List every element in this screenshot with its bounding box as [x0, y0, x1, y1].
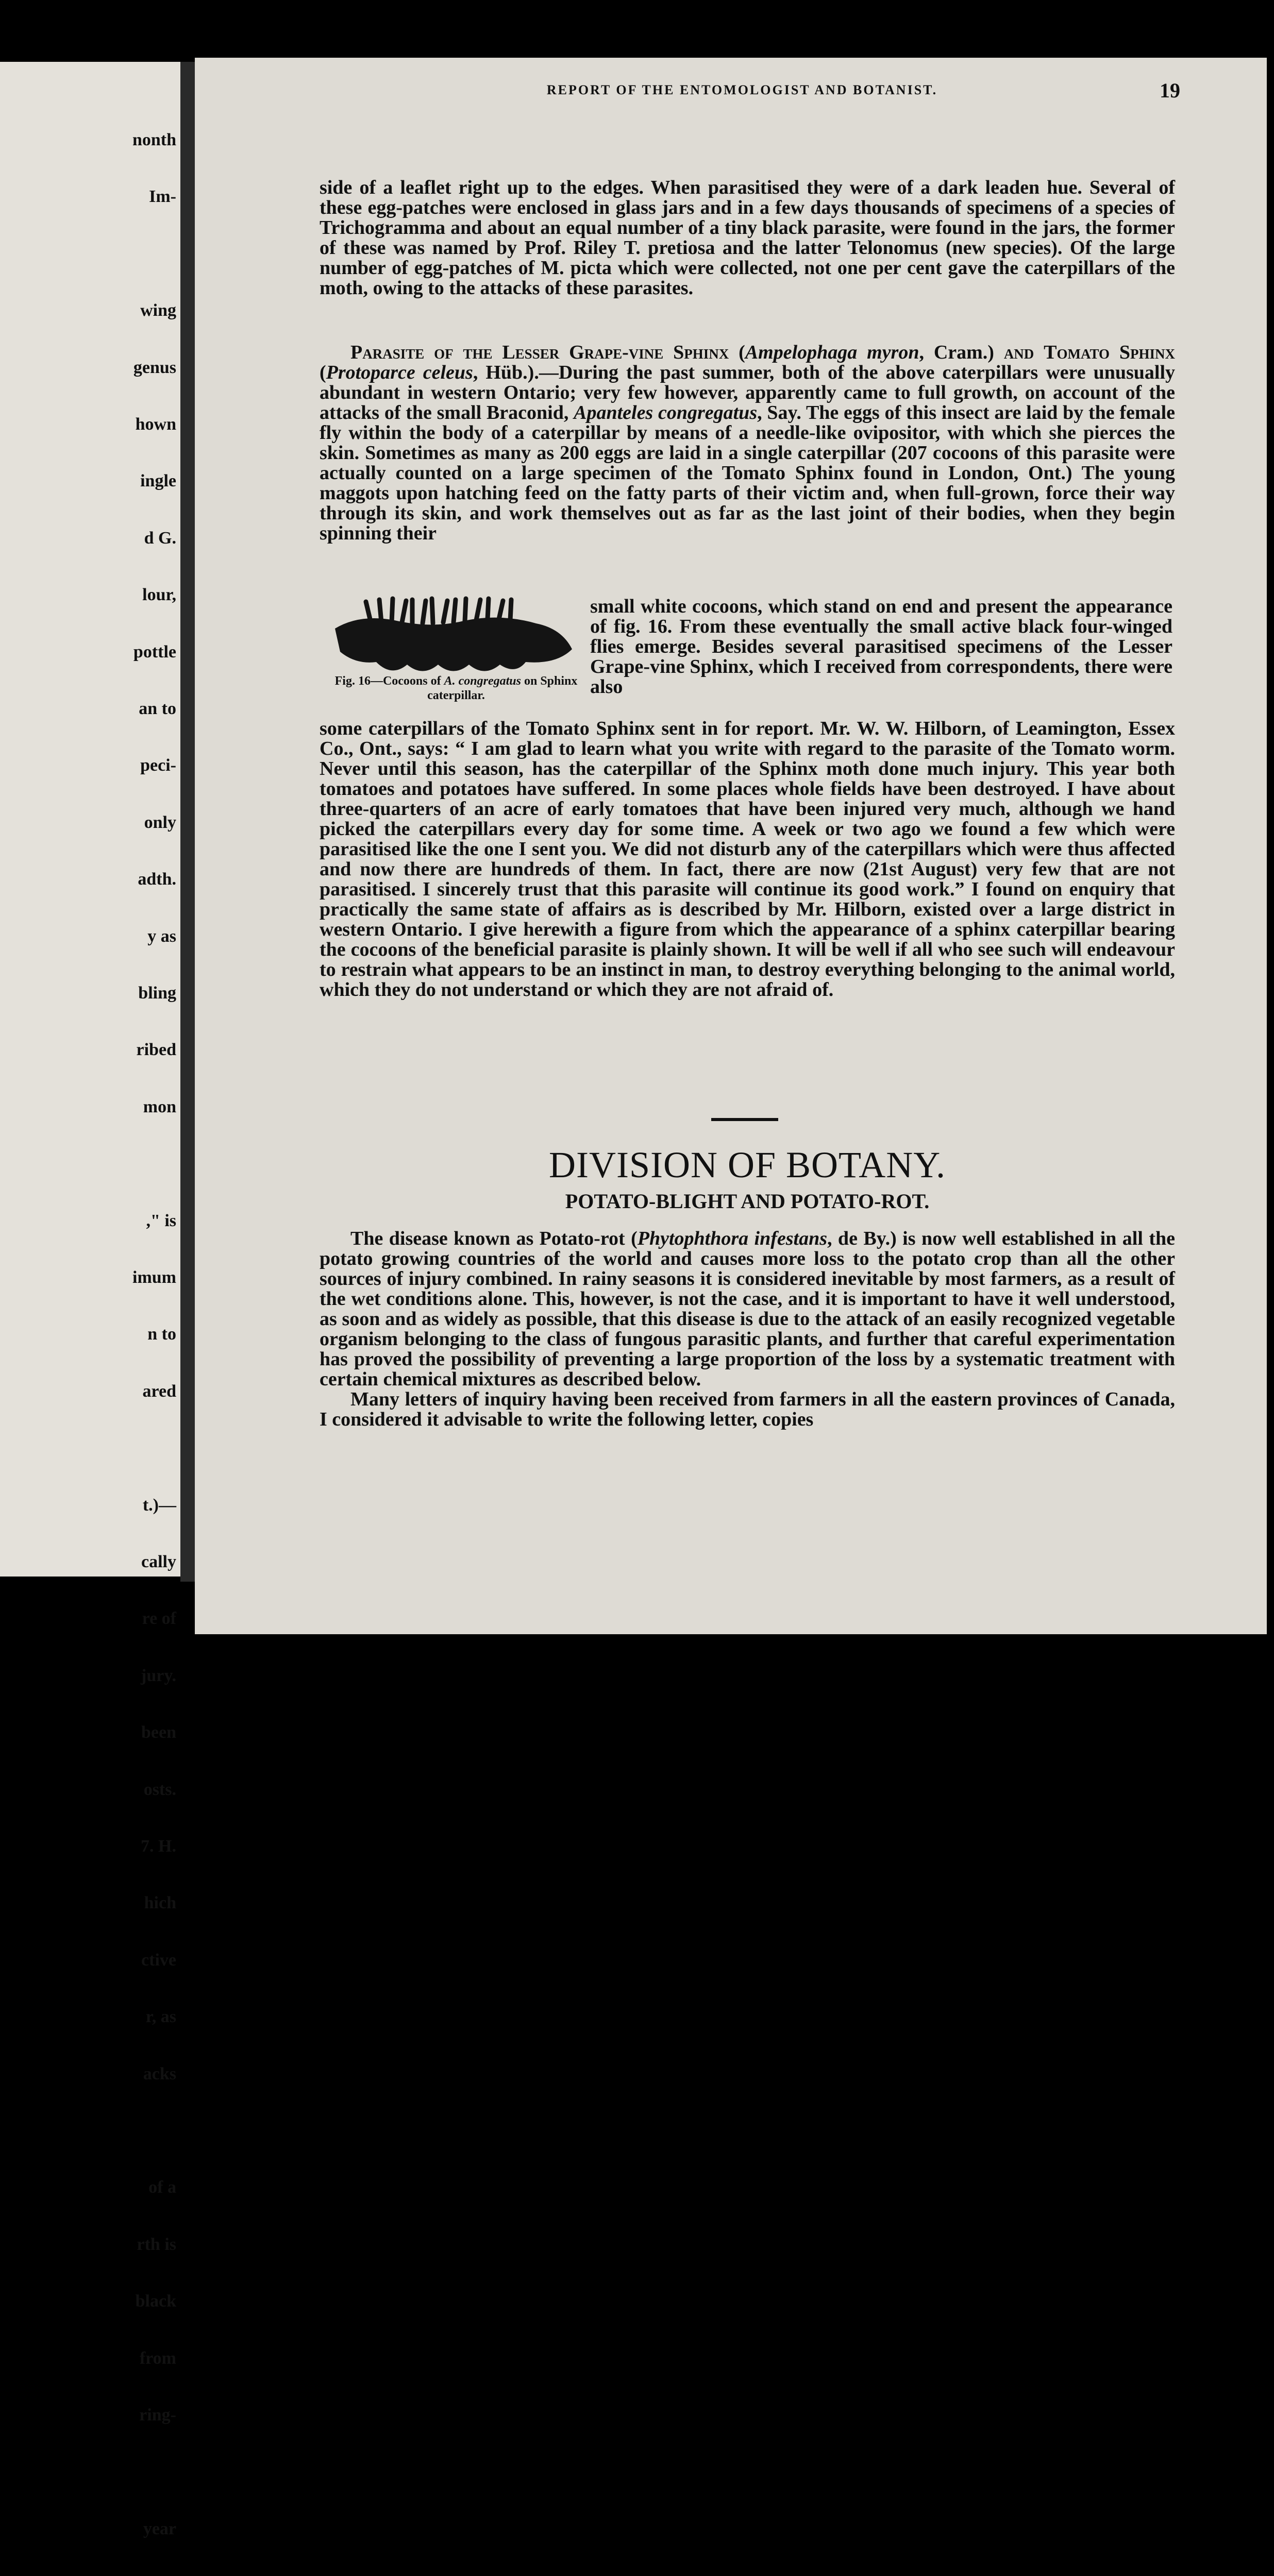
facing-page-line: imum — [132, 1268, 176, 1287]
botany-paragraph-1 — [320, 1229, 1175, 1389]
parasite-text-2: , Say. The eggs of this insect are laid by the female fly within the body of a caterpillar by means of a needle-like ovipositor, with which she pierces the skin. Sometimes as many as 200 eggs are laid in a single caterpillar (207 cocoons of this parasite were actually counted on a large specimen of the Tomato Sphinx found in London, Ont.) The young maggots upon hatching feed on the fatty parts of their victim and, when full-grown, force their way through its skin, and work themselves out as far as the last joint of their bodies, when they begin spinning their — [320, 402, 1176, 544]
author-cram: , Cram.) — [919, 342, 1004, 363]
facing-page-line: y as — [147, 926, 176, 946]
facing-page-line: ingle — [140, 471, 176, 491]
paragraph-hilborn — [320, 719, 1175, 1000]
parasite-section — [320, 343, 1175, 544]
facing-page-line: jury. — [141, 1666, 176, 1685]
section-divider — [711, 1118, 778, 1121]
scientific-name-apanteles: Apanteles congregatus — [574, 402, 758, 423]
facing-page-line: only — [144, 812, 176, 832]
facing-page-line: an to — [139, 699, 176, 718]
facing-page-line: adth. — [138, 870, 176, 889]
facing-page-line: d G. — [144, 528, 176, 548]
figure-wrap-text: small white cocoons, which stand on end and present the appearance of fig. 16. From these eventually the small active black four-winged flies emerge. Besides several parasitised specimens of the Lesser Grape-vine Sphinx, which I received from correspondents, there were also — [590, 596, 1172, 698]
facing-page-line: ared — [142, 1381, 176, 1401]
parasite-text-1: —During the past summer, both of the above caterpillars were unusually abundant in western Ontario; very few however, apparently came to full growth, on account of the attacks of the small Braconid, — [320, 362, 1176, 423]
scientific-name-protoparce: Protoparce celeus — [326, 362, 473, 383]
facing-page-line: bling — [138, 984, 176, 1003]
botany-body — [320, 1229, 1175, 1430]
facing-page-line: ring- — [139, 2405, 176, 2425]
tomato-sphinx-heading: Tomato Sphinx — [1044, 342, 1176, 363]
caption-scientific-name: A. congregatus — [444, 674, 521, 688]
facing-page-line: acks — [143, 2064, 176, 2083]
facing-page-line: 7. H. — [141, 1837, 176, 1856]
facing-page-line: lour, — [142, 585, 176, 605]
facing-page-line: rth is — [137, 2234, 176, 2254]
caption-prefix: Fig. 16—Cocoons of — [334, 674, 444, 688]
botany-paragraph-2: Many letters of inquiry having been received from farmers in all the eastern provinces of Canada, I considered it advisable to write the following letter, copies — [320, 1388, 1175, 1430]
author-hub: , Hüb.). — [473, 362, 539, 383]
figure-caption — [322, 674, 590, 703]
facing-page-line: ribed — [136, 1040, 176, 1060]
facing-page-line: mon — [143, 1097, 176, 1116]
facing-page-line: ," is — [146, 1211, 176, 1230]
scientific-name-phytophthora: Phytophthora infestans — [637, 1228, 828, 1249]
paragraph-top — [320, 178, 1175, 298]
facing-page-line: pottle — [133, 642, 176, 662]
paragraph-top-text: side of a leaflet right up to the edges. When parasitised they were of a dark leaden hue. Several of these egg-patches were enclosed in glass jars and in a few days thousands of specimens of a species of Trichogramma and about an equal number of a tiny black parasite, were found in the jars, the former of these was named by Prof. Riley T. pretiosa and the latter Telonomus (new species). Of the large number of egg-patches of M. picta which were collected, not one per cent gave the caterpillars of the moth, owing to the attacks of these parasites. — [320, 177, 1175, 299]
facing-page-line: n to — [147, 1325, 176, 1344]
scientific-name-ampelophaga: Ampelophaga myron — [745, 342, 919, 363]
facing-page-line: been — [141, 1723, 176, 1742]
facing-page-line: black — [135, 2292, 176, 2311]
facing-page-line: t.)— — [142, 1495, 176, 1515]
facing-page-line: wing — [140, 301, 176, 320]
parasite-heading: Parasite of the Lesser Grape-vine Sphinx — [350, 342, 729, 363]
parasite-paragraph: Parasite of the Lesser Grape-vine Sphinx (Ampelophaga myron, Cram.) and Tomato Sphinx (Protoparce celeus, Hüb.).—During the past summer, both of the above caterpillars were unusually abundant in western Ontario; very few however, apparently came to full growth, on account of the attacks of the small Braconid, Apanteles congregatus, Say. The eggs of this insect are laid by the female fly within the body of a caterpillar by means of a needle-like ovipositor, with which she pierces the skin. Sometimes as many as 200 eggs are laid in a single caterpillar (207 cocoons of this parasite were actually counted on a large specimen of the Tomato Sphinx found in London, Ont.) The young maggots upon hatching feed on the fatty parts of their victim and, when full-grown, force their way through its skin, and work themselves out as far as the last joint of their bodies, when they begin spinning their — [320, 342, 1176, 544]
facing-page-fragment — [0, 62, 180, 2538]
page-number: 19 — [1160, 79, 1180, 102]
facing-page-line: ctive — [141, 1950, 176, 1970]
facing-page-line: cally — [141, 1552, 176, 1571]
and-word: and — [1003, 342, 1034, 363]
facing-page-line: re of — [142, 1609, 176, 1629]
facing-page-line: hown — [135, 415, 176, 434]
facing-page-line: r, as — [145, 2007, 176, 2027]
facing-page-line: from — [139, 2348, 176, 2368]
facing-page-line: genus — [133, 358, 176, 377]
section-subtitle: POTATO-BLIGHT AND POTATO-ROT. — [565, 1190, 930, 1213]
page-gutter — [180, 62, 195, 1582]
paragraph-hilborn-text: some caterpillars of the Tomato Sphinx sent in for report. Mr. W. W. Hilborn, of Leamington, Essex Co., Ont., says: “ I am glad to learn what you write with regard to the parasite of the Tomato worm. Never until this season, has the caterpillar of the Sphinx moth done much injury. This year both tomatoes and potatoes have suffered. In some places whole fields have been destroyed. I have about three-quarters of an acre of early tomatoes that have been injured very much, although we hand picked the caterpillars every day for some time. A week or two ago we found a few which were parasitised like the one I sent you. We did not disturb any of the caterpillars which were thus affected and now there are hundreds of them. In fact, there are now (21st August) very few that are not parasitised. I sincerely trust that this parasite will continue its good work.” I found on enquiry that practically the same state of affairs as is described by Mr. Hilborn, existed over a large district in western Ontario. I give herewith a figure from which the appearance of a sphinx caterpillar bearing the cocoons of the beneficial parasite is plainly shown. It will be well if all who see such will endeavour to restrain what appears to be an instinct in man, to destroy everything belonging to the animal world, which they do not understand or which they are not afraid of. — [320, 718, 1175, 1001]
caption-suffix: on Sphinx caterpillar. — [427, 674, 578, 702]
botany-p1-rest: , de By.) is now well established in all the potato growing countries of the world and causes more loss to the potato crop than all the other sources of injury combined. In rainy seasons it is considered inevitable by most farmers, as a result of the wet conditions alone. This, however, is not the case, and it is important to have it well understood, as soon and as widely as possible, that this disease is due to the attack of an easily recognized vegetable organism belonging to the class of fungous parasitic plants, and further that careful experimentation has proved the possibility of preventing a large proportion of the loss by a systematic treatment with certain chemical mixtures as described below. — [320, 1228, 1175, 1390]
facing-page-line: Im- — [149, 187, 176, 207]
facing-page-line: year — [143, 2519, 176, 2538]
facing-page-line: hich — [144, 1893, 176, 1913]
section-title: DIVISION OF BOTANY. — [549, 1144, 946, 1185]
facing-page-line: of a — [148, 2178, 176, 2197]
facing-page-line: nonth — [132, 130, 176, 149]
botany-p1-start: The disease known as Potato-rot ( — [350, 1228, 638, 1249]
facing-page-line: osts. — [143, 1780, 176, 1799]
running-header: REPORT OF THE ENTOMOLOGIST AND BOTANIST. — [546, 82, 938, 97]
facing-page-line: peci- — [140, 756, 176, 775]
